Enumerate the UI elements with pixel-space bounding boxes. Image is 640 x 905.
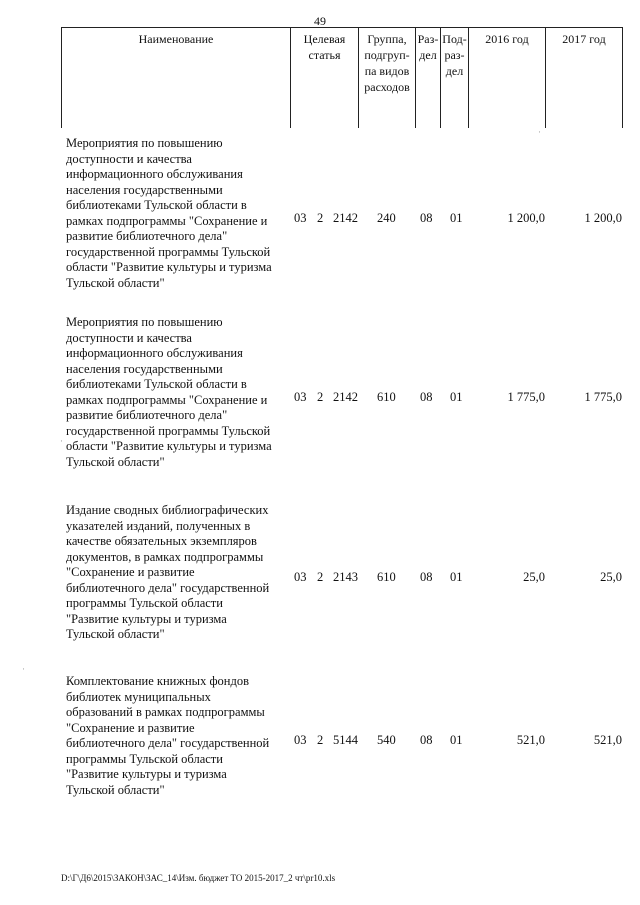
row-name-line: доступности и качества bbox=[66, 330, 192, 345]
header-name bbox=[61, 28, 290, 128]
header-section-line2: дел bbox=[419, 48, 437, 62]
header-target-article bbox=[290, 28, 358, 128]
section-code: 08 bbox=[420, 733, 433, 747]
header-group-line2: подгруп- bbox=[364, 48, 410, 62]
row-name-line: документов, в рамках подпрограммы bbox=[66, 549, 264, 564]
header-subsection-line1: Под- bbox=[442, 32, 467, 46]
subsection-code: 01 bbox=[450, 570, 463, 584]
target-article-part1: 03 bbox=[294, 390, 307, 404]
row-name-line: указателей изданий, полученных в bbox=[66, 518, 251, 533]
scan-speck: · bbox=[22, 664, 25, 674]
row-name-line: "Развитие культуры и туризма bbox=[66, 767, 227, 781]
row-name-line: программы Тульской области bbox=[66, 596, 223, 610]
page-number: 49 bbox=[314, 14, 326, 28]
row-name-line: рамках подпрограммы "Сохранение и bbox=[66, 213, 268, 228]
row-name-line: Тульской области" bbox=[66, 627, 165, 641]
scan-speck: · bbox=[538, 127, 541, 137]
row-name-line: развитие библиотечного дела" bbox=[66, 408, 228, 422]
row-name-line: государственной программы Тульской bbox=[66, 423, 271, 438]
row-name-line: населения государственными bbox=[66, 361, 223, 376]
row-name-line: информационного обслуживания bbox=[66, 167, 243, 181]
row-name-line: Тульской области" bbox=[66, 782, 165, 797]
subsection-code: 01 bbox=[450, 733, 463, 747]
row-name-line: Мероприятия по повышению bbox=[66, 315, 223, 329]
amount-2017: 521,0 bbox=[593, 733, 622, 747]
row-name-line: рамках подпрограммы "Сохранение и bbox=[66, 392, 268, 407]
row-name-line: библиотечного дела" государственной bbox=[66, 736, 270, 750]
target-article-part3: 2142 bbox=[333, 390, 358, 404]
header-2016-label: 2016 год bbox=[485, 32, 529, 46]
row-name-line: библиотек муниципальных bbox=[66, 689, 211, 704]
header-name-label: Наименование bbox=[138, 32, 214, 46]
row-name-line: доступности и качества bbox=[66, 151, 192, 166]
row-name-line: Тульской области" bbox=[66, 454, 165, 469]
row-name bbox=[66, 315, 288, 470]
target-article-part1: 03 bbox=[294, 570, 307, 584]
row-name-line: Издание сводных библиографических bbox=[66, 503, 269, 517]
group-code: 240 bbox=[377, 211, 396, 225]
header-subsection-line3: дел bbox=[445, 64, 464, 78]
header-2017-label: 2017 год bbox=[562, 32, 606, 46]
target-article-part2: 2 bbox=[317, 211, 324, 225]
row-name-line: области "Развитие культуры и туризма bbox=[66, 260, 272, 274]
amount-2017: 1 200,0 bbox=[584, 211, 622, 225]
row-name-line: программы Тульской области bbox=[66, 751, 223, 766]
header-subsection bbox=[440, 28, 468, 128]
section-code: 08 bbox=[420, 390, 433, 404]
target-article-part1: 03 bbox=[294, 733, 307, 747]
row-name-line: "Сохранение и развитие bbox=[66, 720, 195, 735]
header-section bbox=[415, 28, 440, 128]
row-name-line: "Развитие культуры и туризма bbox=[66, 611, 227, 626]
row-name-line: "Сохранение и развитие bbox=[66, 565, 195, 579]
row-name-line: информационного обслуживания bbox=[66, 346, 243, 360]
group-code: 610 bbox=[377, 390, 396, 404]
header-target-line2: статья bbox=[308, 48, 341, 62]
amount-2016: 1 200,0 bbox=[507, 211, 545, 225]
subsection-code: 01 bbox=[450, 211, 463, 225]
amount-2016: 25,0 bbox=[523, 570, 545, 584]
group-code: 540 bbox=[377, 733, 396, 747]
target-article-part1: 03 bbox=[294, 211, 307, 225]
row-name bbox=[66, 674, 288, 798]
header-group bbox=[358, 28, 415, 128]
row-name bbox=[66, 136, 288, 291]
row-name-line: библиотеками Тульской области в bbox=[66, 198, 247, 212]
subsection-code: 01 bbox=[450, 390, 463, 404]
row-name-line: развитие библиотечного дела" bbox=[66, 229, 228, 243]
header-group-line4: расходов bbox=[364, 80, 410, 94]
table-header bbox=[61, 27, 623, 128]
row-name-line: области "Развитие культуры и туризма bbox=[66, 439, 272, 453]
target-article-part2: 2 bbox=[317, 390, 324, 404]
row-name-line: образований в рамках подпрограммы bbox=[66, 705, 265, 719]
target-article-part3: 5144 bbox=[333, 733, 358, 747]
header-group-line3: па видов bbox=[364, 64, 410, 78]
header-section-line1: Раз- bbox=[417, 32, 439, 46]
amount-2017: 25,0 bbox=[600, 570, 622, 584]
target-article-part3: 2142 bbox=[333, 211, 358, 225]
amount-2016: 1 775,0 bbox=[507, 390, 545, 404]
section-code: 08 bbox=[420, 211, 433, 225]
row-name-line: библиотеками Тульской области в bbox=[66, 377, 247, 391]
header-2016 bbox=[468, 28, 545, 128]
row-name-line: библиотечного дела" государственной bbox=[66, 580, 270, 595]
file-path-footer: D:\Г\Д6\2015\ЗАКОН\ЗАС_14\Изм. бюджет ТО 2015-2017_2 чт\pr10.xls bbox=[61, 873, 336, 883]
header-group-line1: Группа, bbox=[367, 32, 407, 46]
target-article-part3: 2143 bbox=[333, 570, 358, 584]
amount-2016: 521,0 bbox=[516, 733, 545, 747]
amount-2017: 1 775,0 bbox=[584, 390, 622, 404]
section-code: 08 bbox=[420, 570, 433, 584]
scan-speck: · bbox=[60, 436, 63, 446]
row-name-line: Мероприятия по повышению bbox=[66, 136, 223, 150]
row-name-line: качестве обязательных экземпляров bbox=[66, 534, 257, 548]
row-name-line: населения государственными bbox=[66, 182, 223, 197]
target-article-part2: 2 bbox=[317, 570, 324, 584]
row-name-line: государственной программы Тульской bbox=[66, 244, 271, 259]
target-article-part2: 2 bbox=[317, 733, 324, 747]
header-subsection-line2: раз- bbox=[444, 48, 465, 62]
row-name-line: Комплектование книжных фондов bbox=[66, 674, 250, 688]
group-code: 610 bbox=[377, 570, 396, 584]
header-target-line1: Целевая bbox=[303, 32, 346, 46]
header-2017 bbox=[545, 28, 623, 128]
row-name-line: Тульской области" bbox=[66, 275, 165, 290]
row-name bbox=[66, 503, 288, 643]
